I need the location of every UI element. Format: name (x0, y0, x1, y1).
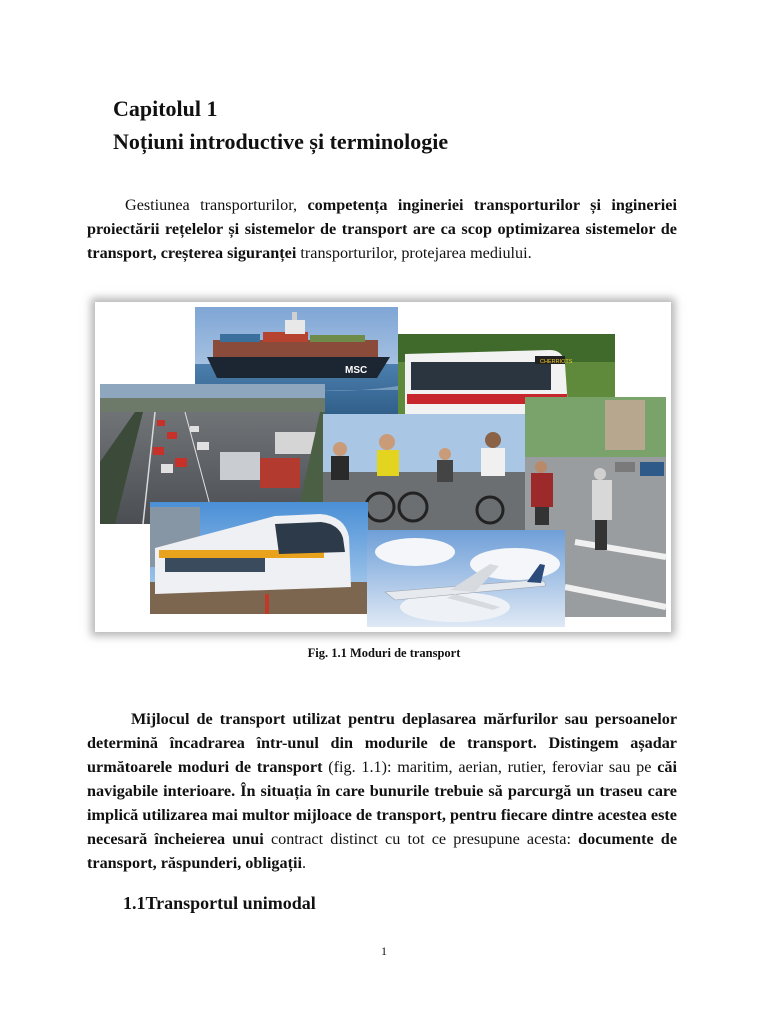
section-heading: 1.1Transportul unimodal (123, 893, 316, 913)
airplane-tile (367, 530, 565, 627)
collage-image (95, 302, 671, 632)
body-paragraph (87, 707, 677, 875)
body-run: contract distinct cu tot ce presupune acesta: (263, 830, 579, 848)
intro-run-bold: competența ingineriei transporturilor și ingineriei proiectării rețelelor și sistemelor de transport are ca scop optimizarea sistemelor de transport, creșterea siguranței (87, 196, 677, 262)
tram-tile (150, 502, 368, 614)
body-run-bold: Mijlocul de transport utilizat pentru deplasarea mărfurilor sau persoanelor determină încadrarea într-unul din modurile de transport. Distingem așadar următoarele moduri de transport (87, 710, 677, 776)
ship-name-text: MSC (345, 365, 368, 376)
chapter-name: Noțiuni introductive și terminologie (113, 129, 449, 154)
intro-run: transporturilor, protejarea mediului. (296, 244, 532, 262)
body-run: (fig. 1.1): maritim, aerian, rutier, feroviar sau pe (322, 758, 658, 776)
bus-sign-text: CHERRIOTS (540, 359, 573, 365)
body-run-bold: documente de transport, răspunderi, obligații (87, 830, 677, 872)
intro-run: Gestiunea transporturilor, (125, 196, 308, 214)
body-run-bold: căi navigabile interioare. În situația în care bunurile trebuie să parcurgă un traseu care implică utilizarea mai multor mijloace de transport, pentru fiecare dintre acestea este necesară încheierea unui (87, 758, 677, 848)
page-number: 1 (381, 944, 387, 958)
body-run: . (301, 854, 306, 872)
intro-paragraph (87, 193, 677, 265)
chapter-title (113, 92, 673, 158)
figure-caption: Fig. 1.1 Moduri de transport (307, 646, 461, 660)
figure-collage (95, 302, 671, 632)
chapter-label: Capitolul 1 (113, 96, 218, 121)
